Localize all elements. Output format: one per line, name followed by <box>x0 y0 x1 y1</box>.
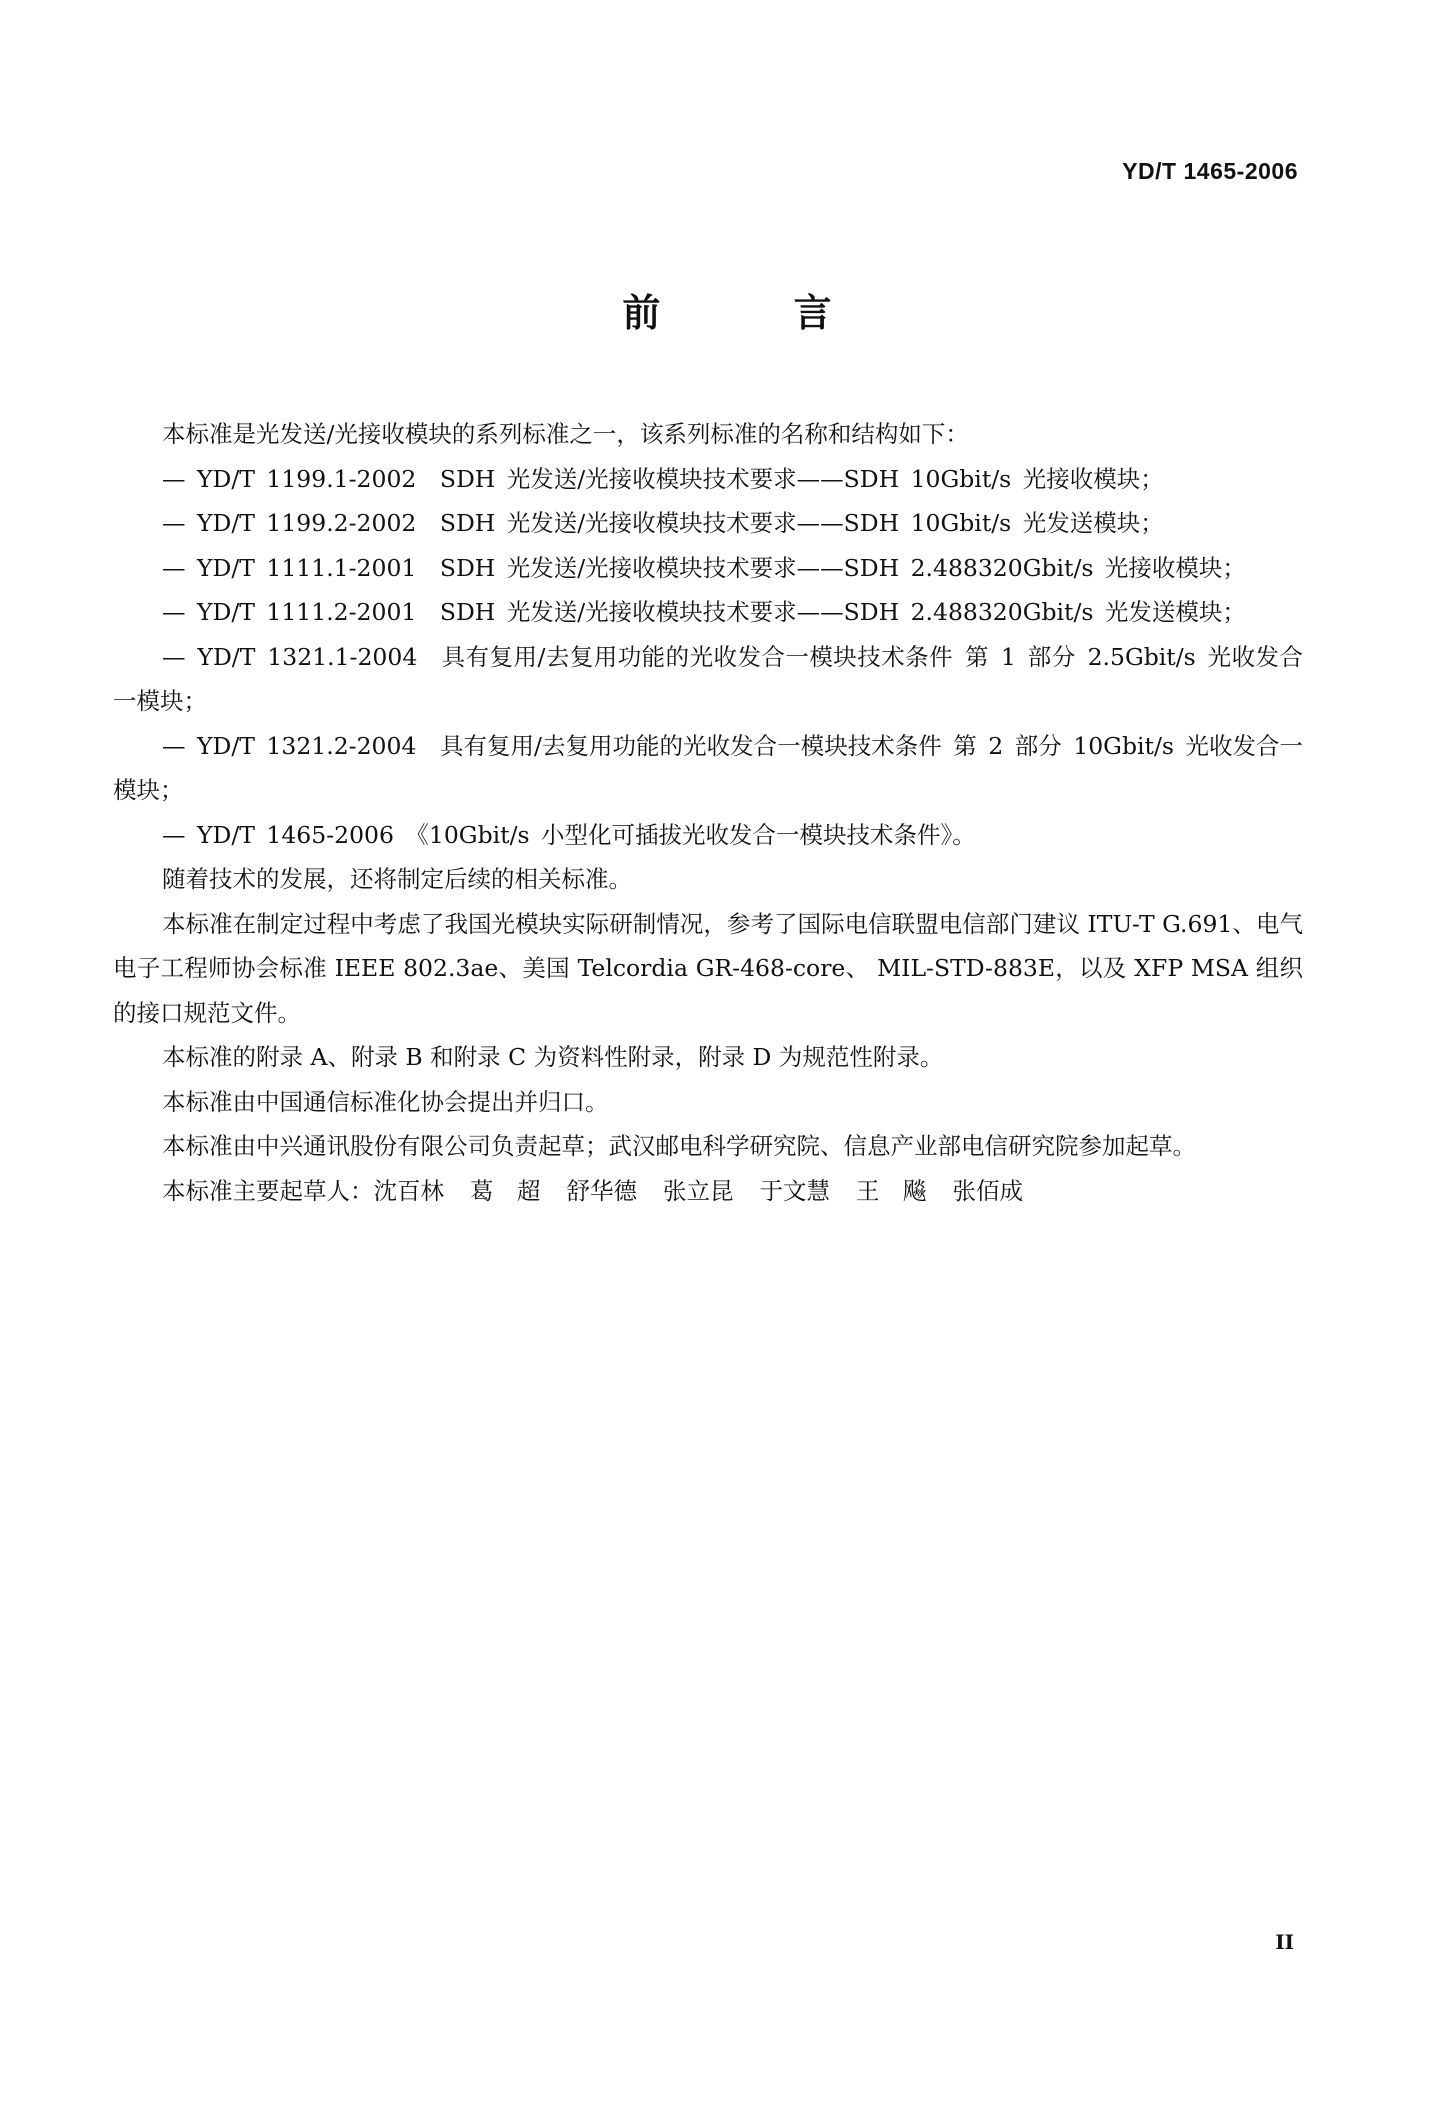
paragraph-drafting-org: 本标准由中兴通讯股份有限公司负责起草；武汉邮电科学研究院、信息产业部电信研究院参加起草。 <box>162 1132 1196 1160</box>
drafter-name: 舒华德 <box>566 1176 637 1205</box>
page-number: II <box>1275 1930 1294 1954</box>
drafter-name: 于文慧 <box>759 1176 830 1205</box>
list-item: — YD/T 1111.2-2001 SDH 光发送/光接收模块技术要求——SDH 2.488320Gbit/s 光发送模块； <box>162 598 1246 626</box>
drafter-name: 张立昆 <box>663 1176 734 1205</box>
paragraph-references: 本标准在制定过程中考虑了我国光模块实际研制情况，参考了国际电信联盟电信部门建议 ITU-T G.691、电气电子工程师协会标准 IEEE 802.3ae、美国 Telcordia GR-468-core、 MIL-STD-883E，以及 XFP MSA 组织的接口规范文件。 <box>113 909 1303 1027</box>
drafter-name: 张佰成 <box>952 1176 1023 1205</box>
drafters-label: 本标准主要起草人： <box>162 1176 374 1205</box>
drafter-name: 王 飚 <box>856 1176 927 1205</box>
paragraph-drafters <box>113 1169 1303 1214</box>
drafter-name: 沈百林 <box>373 1176 444 1205</box>
paragraph-development: 随着技术的发展，还将制定后续的相关标准。 <box>162 865 632 893</box>
list-item: — YD/T 1321.2-2004 具有复用/去复用功能的光收发合一模块技术条件 第 2 部分 10Gbit/s 光收发合一模块； <box>113 731 1303 804</box>
paragraph-appendices: 本标准的附录 A、附录 B 和附录 C 为资料性附录，附录 D 为规范性附录。 <box>162 1043 944 1071</box>
page-title: 前 言 <box>622 291 892 335</box>
paragraph-intro: 本标准是光发送/光接收模块的系列标准之一，该系列标准的名称和结构如下： <box>162 420 969 448</box>
standard-code: YD/T 1465-2006 <box>1122 158 1298 184</box>
drafter-name: 葛 超 <box>470 1176 541 1205</box>
preface-body <box>113 412 1303 1213</box>
list-item: — YD/T 1199.2-2002 SDH 光发送/光接收模块技术要求——SDH 10Gbit/s 光发送模块； <box>162 509 1164 537</box>
list-item: — YD/T 1199.1-2002 SDH 光发送/光接收模块技术要求——SDH 10Gbit/s 光接收模块； <box>162 464 1164 493</box>
paragraph-proposer: 本标准由中国通信标准化协会提出并归口。 <box>162 1087 609 1116</box>
list-item: — YD/T 1321.1-2004 具有复用/去复用功能的光收发合一模块技术条件 第 1 部分 2.5Gbit/s 光收发合一模块； <box>113 642 1303 715</box>
list-item: — YD/T 1111.1-2001 SDH 光发送/光接收模块技术要求——SDH 2.488320Gbit/s 光接收模块； <box>162 553 1246 582</box>
list-item: — YD/T 1465-2006 《10Gbit/s 小型化可插拔光收发合一模块技术条件》。 <box>162 820 976 849</box>
